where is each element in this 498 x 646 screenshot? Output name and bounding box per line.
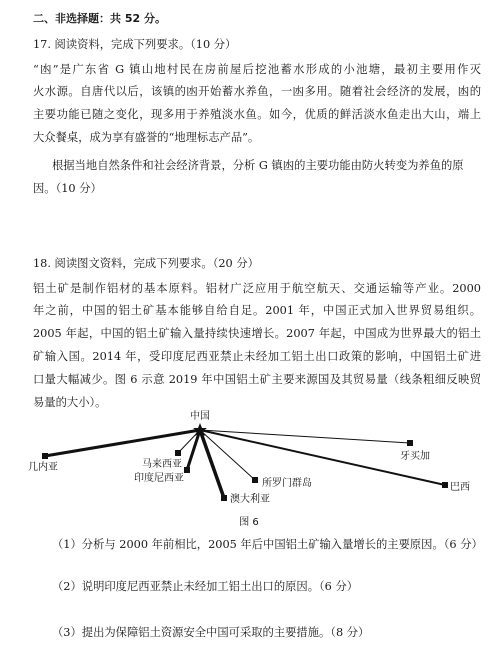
q17-material-line: 火水源。自唐代以后，该镇的凼开始蓄水养鱼，一凼多用。随着社会经济的发展，凼的 [33,85,481,98]
q17-material-line: 主要功能已随之变化，现多用于养殖淡水鱼。如今，优质的鲜活淡水鱼走出大山，端上 [33,108,481,121]
q17-question-line: 根据当地自然条件和社会经济背景，分析 G 镇凼的主要功能由防火转变为养鱼的原 [52,159,464,172]
q17-title: 17. 阅读资料，完成下列要求。（10 分） [33,38,237,51]
label-solomon: 所罗门群岛 [262,478,312,489]
flow-line-indonesia [187,430,200,470]
label-guinea: 几内亚 [28,462,58,473]
q18-material-line: 矿输入国。2014 年，受印度尼西亚禁止未经加工铝土出口政策的影响，中国铝土矿进 [33,350,481,363]
figure-caption: 图 6 [239,517,259,528]
label-australia: 澳大利亚 [230,494,270,505]
q18-material-line: 2005 年起，中国的铝土矿输入量持续快速增长。2007 年起，中国成为世界最大的铝土 [33,327,481,340]
marker-guinea [42,453,48,459]
label-indonesia: 印度尼西亚 [134,473,184,484]
q17-material-line: 大众餐桌，成为享有盛誉的“地理标志产品”。 [33,131,260,144]
q18-material-line: 易量的大小）。 [33,396,107,409]
label-brazil: 巴西 [450,482,470,493]
q18-question-3: （3）提出为保障铝土资源安全中国可采取的主要措施。（8 分） [52,626,370,639]
marker-jamaica [407,440,413,446]
q18-material-line: 年之前，中国的铝土矿基本能够自给自足。2001 年，中国正式加入世界贸易组织。 [33,304,481,317]
label-malaysia: 马来西亚 [142,459,182,470]
q18-question-1: （1）分析与 2000 年前相比，2005 年后中国铝土矿输入量增长的主要原因。（6 分） [52,538,483,551]
q18-material-line: 铝土矿是制作铝材的基本原料。铝材广泛应用于航空航天、交通运输等产业。2000 [33,282,481,295]
marker-brazil [442,482,448,488]
section-heading: 二、非选择题：共 52 分。 [33,12,166,25]
q17-material-line: “凼”是广东省 G 镇山地村民在房前屋后挖池蓄水形成的小池塘，最初主要用作灭 [33,63,481,76]
q18-material-line: 口量大幅减少。图 6 示意 2019 年中国铝土矿主要来源国及其贸易量（线条粗细反映贸 [33,373,481,386]
label-china: 中国 [190,411,210,422]
q18-question-2: （2）说明印度尼西亚禁止未经加工铝土出口的原因。（6 分） [52,580,359,593]
marker-malaysia [175,450,181,456]
q18-title: 18. 阅读图文资料，完成下列要求。（20 分） [33,257,259,270]
marker-solomon [252,477,258,483]
q17-question-line: 因。（10 分） [33,182,102,195]
flow-line-australia [200,430,224,498]
marker-australia [221,495,227,501]
label-jamaica: 牙买加 [400,451,430,462]
marker-indonesia [184,467,190,473]
